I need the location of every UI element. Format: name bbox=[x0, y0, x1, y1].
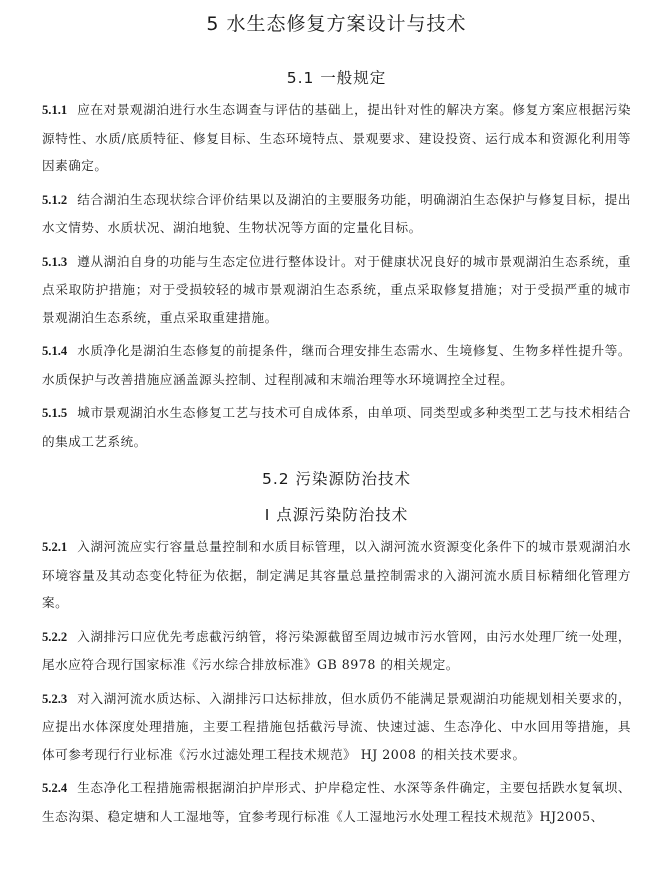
section-title-5-1: 5.1 一般规定 bbox=[286, 69, 387, 87]
clause-number: 5.1.1 bbox=[42, 103, 68, 117]
clause-number: 5.1.2 bbox=[42, 192, 68, 207]
clause-number: 5.2.1 bbox=[42, 540, 68, 554]
clause-number: 5.2.4 bbox=[42, 781, 68, 795]
clause-number: 5.1.3 bbox=[42, 254, 68, 269]
clause-5-2-1 bbox=[42, 533, 631, 617]
clause-text: 结合湖泊生态现状综合评价结果以及湖泊的主要服务功能，明确湖泊生态保护与修复目标，提出水文情势、水质状况、湖泊地貌、生物状况等方面的定量化目标。 bbox=[42, 191, 631, 235]
clause-5-1-1 bbox=[42, 96, 631, 180]
clause-text: 生态净化工程措施需根据湖泊护岸形式、护岸稳定性、水深等条件确定，主要包括跌水复氧坝、生态沟渠、稳定塘和人工湿地等，宜参考现行标准《人工湿地污水处理工程技术规范》HJ2005、 bbox=[42, 780, 631, 824]
clause-text: 遵从湖泊自身的功能与生态定位进行整体设计。对于健康状况良好的城市景观湖泊生态系统，重点采取防护措施；对于受损较轻的城市景观湖泊生态系统，重点采取修复措施；对于受损严重的城市景观湖泊生态系统，重点采取重建措施。 bbox=[42, 253, 631, 325]
clause-text: 应在对景观湖泊进行水生态调查与评估的基础上，提出针对性的解决方案。修复方案应根据污染源特性、水质/底质特征、修复目标、生态环境特点、景观要求、建设投资、运行成本和资源化利用等因素确定。 bbox=[42, 102, 631, 173]
clause-text: 入湖排污口应优先考虑截污纳管，将污染源截留至周边城市污水管网，由污水处理厂统一处理，尾水应符合现行国家标准《污水综合排放标准》GB 8978 的相关规定。 bbox=[42, 628, 631, 672]
clause-5-2-2 bbox=[42, 623, 631, 679]
chapter-title: 5 水生态修复方案设计与技术 bbox=[206, 13, 467, 35]
clause-5-2-3 bbox=[42, 685, 631, 769]
clause-5-1-4 bbox=[42, 337, 631, 393]
clause-number: 5.1.5 bbox=[42, 406, 68, 420]
clause-number: 5.2.3 bbox=[42, 691, 68, 706]
clause-number: 5.1.4 bbox=[42, 344, 68, 358]
clause-5-1-5 bbox=[42, 399, 631, 455]
subsection-title: I 点源污染防治技术 bbox=[264, 506, 409, 524]
clause-text: 对入湖河流水质达标、入湖排污口达标排放，但水质仍不能满足景观湖泊功能规划相关要求的，应提出水体深度处理措施，主要工程措施包括截污导流、快速过滤、生态净化、中水回用等措施，具体可参考现行行业标准《污水过滤处理工程技术规范》 HJ 2008 的相关技术要求。 bbox=[42, 690, 631, 762]
section-title-5-2: 5.2 污染源防治技术 bbox=[261, 470, 412, 488]
clause-text: 城市景观湖泊水生态修复工艺与技术可自成体系，由单项、同类型或多种类型工艺与技术相结合的集成工艺系统。 bbox=[42, 405, 631, 449]
clause-number: 5.2.2 bbox=[42, 629, 68, 644]
clause-text: 水质净化是湖泊生态修复的前提条件，继而合理安排生态需水、生境修复、生物多样性提升等。水质保护与改善措施应涵盖源头控制、过程削减和末端治理等水环境调控全过程。 bbox=[42, 343, 631, 387]
clause-text: 入湖河流应实行容量总量控制和水质目标管理，以入湖河流水资源变化条件下的城市景观湖泊水环境容量及其动态变化特征为依据，制定满足其容量总量控制需求的入湖河流水质目标精细化管理方案。 bbox=[42, 539, 631, 610]
clause-5-2-4 bbox=[42, 774, 631, 830]
clause-5-1-3 bbox=[42, 248, 631, 332]
clause-5-1-2 bbox=[42, 186, 631, 242]
